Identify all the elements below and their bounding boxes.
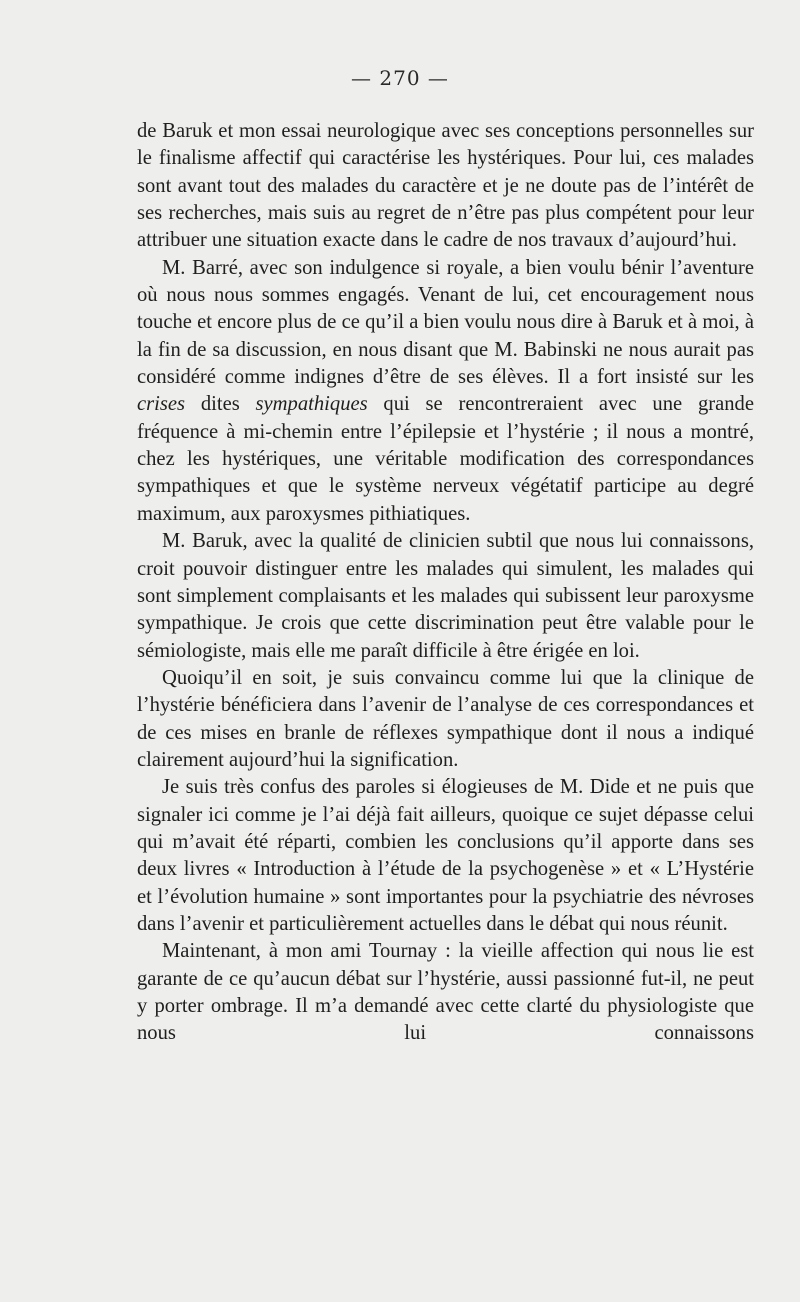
paragraph-2-text-middle: dites [185,393,256,416]
page-number: — 270 — [351,66,449,90]
paragraph-2-text-before: M. Barré, avec son indulgence si royale, a bien voulu bénir l’aventure où nous nous sommes engagés. Venant de lui, cet encouragement nous touche et encore plus de ce qu’il a bien voulu nous dire à Baruk et à moi, à la fin de sa discussion, en nous disant que M. Babinski ne nous aurait pas considéré comme indignes d’être de ses élèves. Il a fort insisté sur les [137,256,754,389]
paragraph-3: M. Baruk, avec la qualité de clinicien subtil que nous lui connaissons, croit pouvoir distinguer entre les malades qui simulent, les malades qui sont simplement complaisants et les malades qui subissent leur paroxysme sympathique. Je crois que cette discrimination peut être valable pour le sémiologiste, mais elle me paraît difficile à être érigée en loi. [137,530,754,662]
paragraph-4: Quoiqu’il en soit, je suis convaincu comme lui que la clinique de l’hystérie bénéficiera dans l’avenir de l’analyse de ces correspondances et de ces mises en branle de réflexes sympathique dont il nous a indiqué clairement aujourd’hui la signification. [137,666,754,771]
italic-term-crises: crises [137,393,186,416]
paragraph-1: de Baruk et mon essai neurologique avec ses conceptions personnelles sur le finalisme affectif qui caractérise les hystériques. Pour lui, ces malades sont avant tout des malades du caractère et je ne doute pas de l’intérêt de ses recherches, mais suis au regret de n’être pas plus compétent pour leur attribuer une situation exacte dans le cadre de nos travaux d’aujourd’hui. [137,120,754,252]
italic-term-sympathiques: sympathiques [255,393,368,416]
body-text [137,118,754,1048]
paragraph-2-text-after: qui se rencontreraient avec une grande fréquence à mi-chemin entre l’épilepsie et l’hystérie ; il nous a montré, chez les hystériques, une véritable modification des correspondances sympathiques et que le système nerveux végétatif participe au degré maximum, aux paroxysmes pithiatiques. [137,393,754,525]
paragraph-6: Maintenant, à mon ami Tournay : la vieille affection qui nous lie est garante de ce qu’aucun débat sur l’hystérie, aussi passionné fut-il, ne peut y porter ombrage. Il m’a demandé avec cette clarté du physiologiste que nous lui connaissons [137,940,754,1045]
paragraph-2 [137,255,754,528]
paragraph-5: Je suis très confus des paroles si élogieuses de M. Dide et ne puis que signaler ici comme je l’ai déjà fait ailleurs, quoique ce sujet dépasse celui qui m’avait été réparti, combien les conclusions qu’il apporte dans ses deux livres « Introduction à l’étude de la psychogenèse » et « L’Hystérie et l’évolution humaine » sont importantes pour la psychiatrie des névroses dans l’avenir et particulièrement actuelles dans le débat qui nous réunit. [137,776,754,935]
